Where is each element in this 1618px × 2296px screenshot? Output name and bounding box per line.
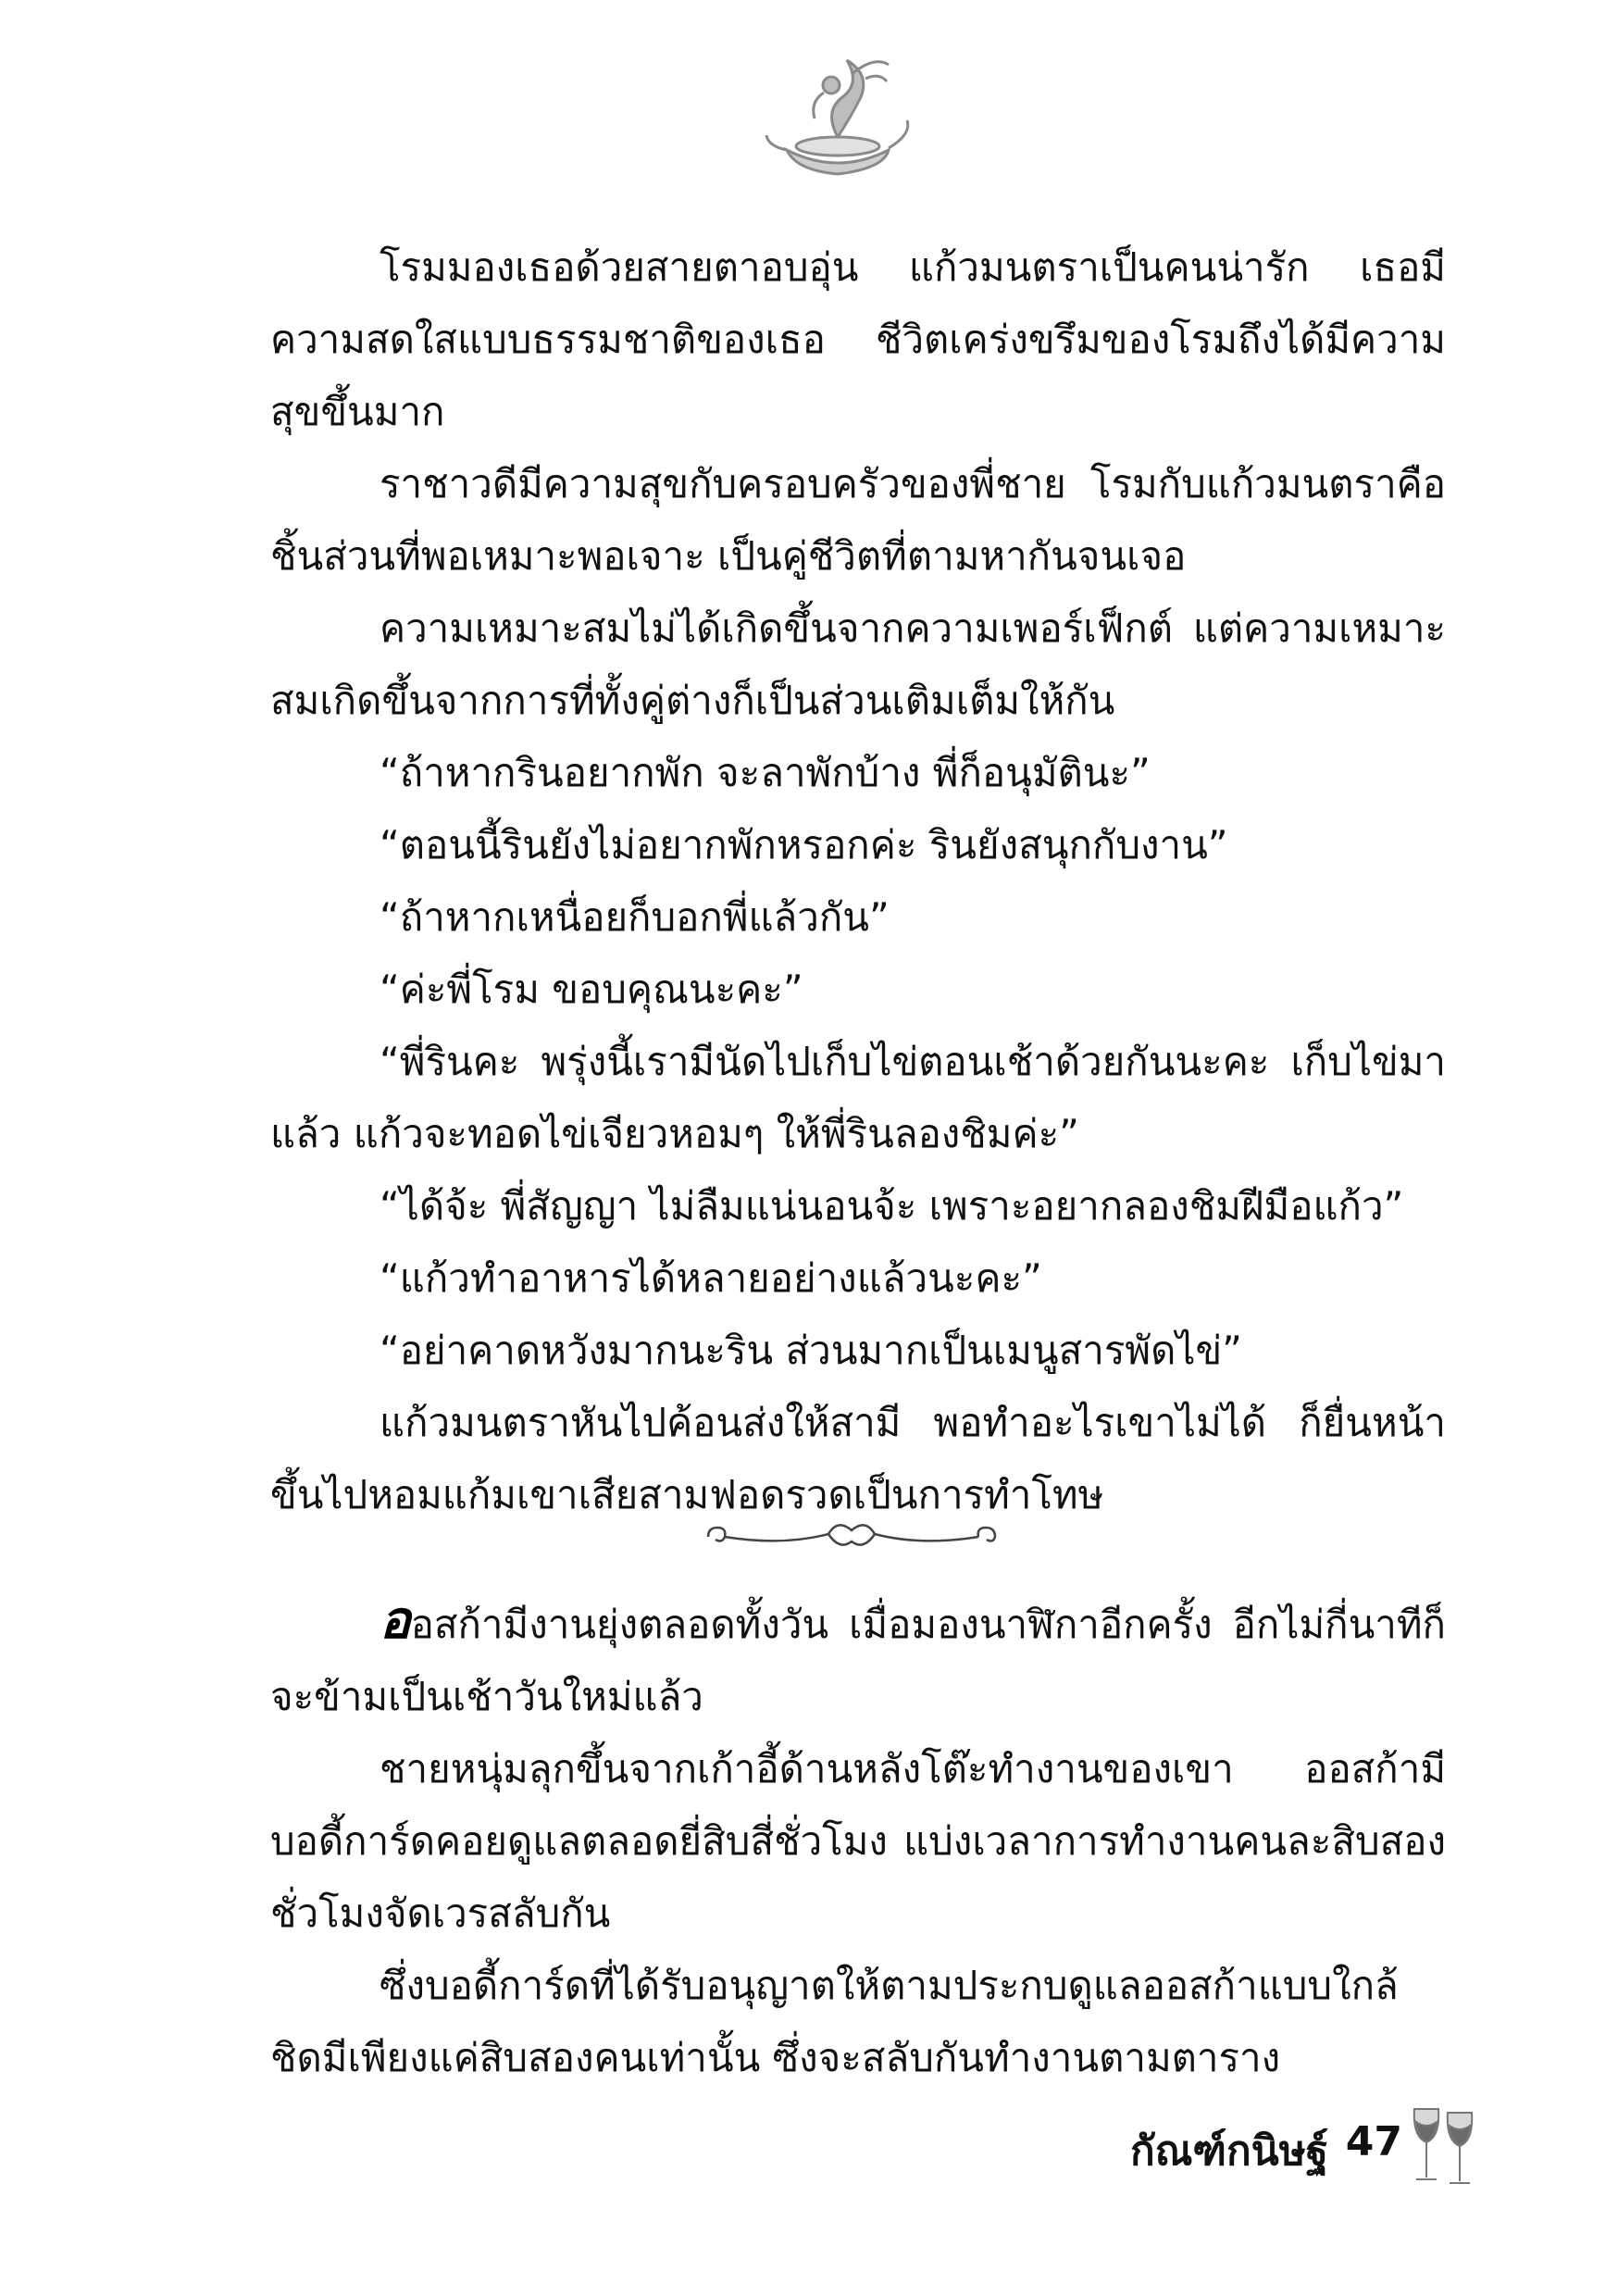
book-title: กัณฑ์กนิษฐ์	[1130, 2128, 1328, 2175]
paragraph: แก้วมนตราหันไปค้อนส่งให้สามี พอทำอะไรเขาไม่ได้ ก็ยื่นหน้าขึ้นไปหอมแก้มเขาเสียสามฟอดรวดเป็นการทำโทษ	[270, 1400, 1446, 1517]
drop-letter: อ	[380, 1591, 411, 1651]
ornamental-divider-icon	[699, 1514, 1004, 1560]
genie-lamp-icon	[759, 46, 916, 185]
paragraph: “แก้วทำอาหารได้หลายอย่างแล้วนะคะ”	[380, 1255, 1042, 1301]
paragraph: “ถ้าหากรินอยากพัก จะลาพักบ้าง พี่ก็อนุมัตินะ”	[380, 750, 1151, 795]
chapter-body	[270, 231, 1446, 1531]
paragraph: ความเหมาะสมไม่ได้เกิดขึ้นจากความเพอร์เฟ็กต์ แต่ความเหมาะสมเกิดขึ้นจากการที่ทั้งคู่ต่างก็เป็นส่วนเติมเต็มให้กัน	[270, 605, 1446, 723]
paragraph: “ค่ะพี่โรม ขอบคุณนะคะ”	[380, 967, 803, 1012]
paragraph: ซึ่งบอดี้การ์ดที่ได้รับอนุญาตให้ตามประกบดูแลออสก้าแบบใกล้ชิดมีเพียงแค่สิบสองคนเท่านั้น ซึ่งจะสลับกันทำงานตามตาราง	[270, 1963, 1399, 2080]
paragraph: “ถ้าหากเหนื่อยก็บอกพี่แล้วกัน”	[380, 894, 890, 940]
paragraph: “อย่าคาดหวังมากนะริน ส่วนมากเป็นเมนูสารพัดไข่”	[380, 1328, 1242, 1373]
page-footer	[1037, 2102, 1481, 2213]
paragraph: “ตอนนี้รินยังไม่อยากพักหรอกค่ะ รินยังสนุกกับงาน”	[380, 822, 1228, 867]
paragraph: “ได้จ้ะ พี่สัญญา ไม่ลืมแน่นอนจ้ะ เพราะอยากลองชิมฝีมือแก้ว”	[380, 1183, 1404, 1229]
section-opening-paragraph	[270, 1585, 1446, 1733]
paragraph: โรมมองเธอด้วยสายตาอบอุ่น แก้วมนตราเป็นคนน่ารัก เธอมีความสดใสแบบธรรมชาติของเธอ ชีวิตเคร่งขรึมของโรมถึงได้มีความสุขขึ้นมาก	[270, 244, 1446, 434]
section-two	[270, 1585, 1446, 2094]
page-number: 47	[1345, 2118, 1402, 2165]
paragraph: “พี่รินคะ พรุ่งนี้เรามีนัดไปเก็บไข่ตอนเช้าด้วยกันนะคะ เก็บไข่มาแล้ว แก้วจะทอดไข่เจียวหอมๆ ให้พี่รินลองชิมค่ะ”	[270, 1039, 1446, 1156]
paragraph: ราชาวดีมีความสุขกับครอบครัวของพี่ชาย โรมกับแก้วมนตราคือชิ้นส่วนที่พอเหมาะพอเจาะ เป็นคู่ชีวิตที่ตามหากันจนเจอ	[270, 461, 1446, 579]
paragraph-text: อสก้ามีงานยุ่งตลอดทั้งวัน เมื่อมองนาฬิกาอีกครั้ง อีกไม่กี่นาทีก็จะข้ามเป็นเช้าวันใหม่แล้ว	[270, 1602, 1446, 1719]
paragraph: ชายหนุ่มลุกขึ้นจากเก้าอี้ด้านหลังโต๊ะทำงานของเขา ออสก้ามีบอดี้การ์ดคอยดูแลตลอดยี่สิบสี่ชั่วโมง แบ่งเวลาการทำงานคนละสิบสองชั่วโมงจัดเวรสลับกัน	[270, 1746, 1446, 1936]
wine-glasses-icon	[1407, 2102, 1481, 2194]
